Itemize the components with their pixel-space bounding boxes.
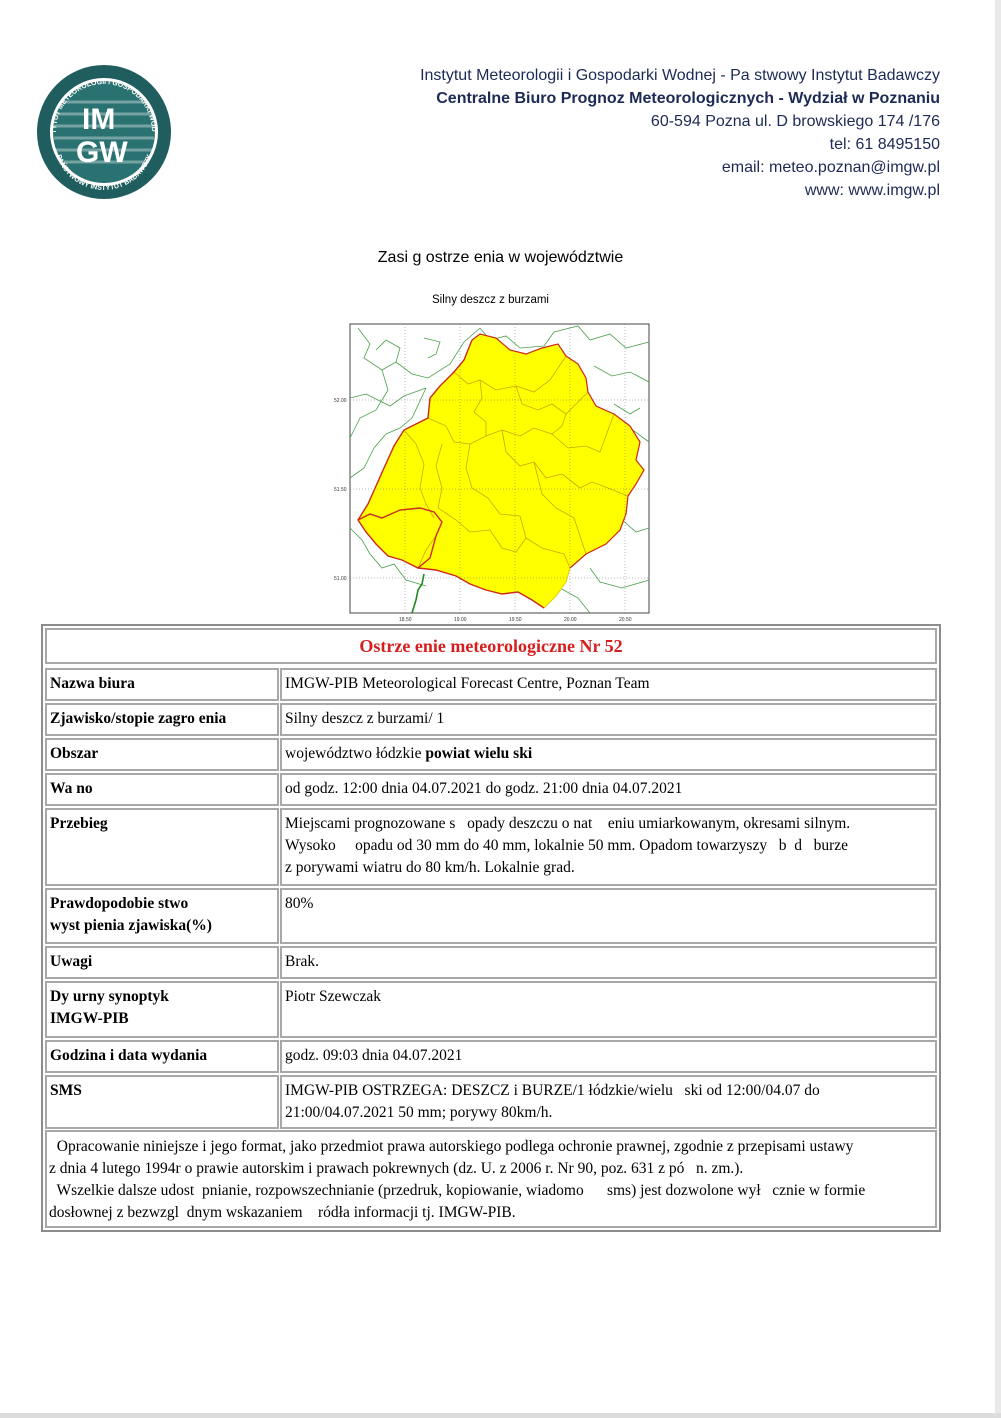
warning-title: Ostrze enie meteorologiczne Nr 52 <box>45 628 937 664</box>
map-subtitle: Silny deszcz z burzami <box>432 294 549 306</box>
duty-label-line: IMGW-PIB <box>50 1010 129 1027</box>
duty-label-line: Dy urny synoptyk <box>50 988 169 1005</box>
probability-label <box>45 888 279 944</box>
office-email: email: meteo.poznan@imgw.pl <box>721 159 940 176</box>
sms-line: IMGW-PIB OSTRZEGA: DESZCZ i BURZE/1 łódzkie/wielu ski od 12:00/04.07 do <box>285 1082 820 1099</box>
lat-label: 51.50 <box>334 487 347 493</box>
notes-value: Brak. <box>280 946 937 979</box>
office-value: IMGW-PIB Meteorological Forecast Centre, Poznan Team <box>280 668 937 701</box>
warning-map <box>330 318 660 624</box>
valid-value: od godz. 12:00 dnia 04.07.2021 do godz. 21:00 dnia 04.07.2021 <box>280 773 937 806</box>
logo-letters-bottom: GW <box>76 136 128 169</box>
sms-value <box>280 1075 937 1129</box>
logo-top-text: TYTUT METEOROLOGII I GOSPODARKI WOD <box>50 78 158 134</box>
course-value <box>280 808 937 886</box>
duty-value: Piotr Szewczak <box>280 981 937 1038</box>
lon-label: 19.00 <box>454 617 467 623</box>
valid-label: Wa no <box>45 773 279 806</box>
page-edge-shadow <box>995 0 1001 1418</box>
probability-label-line: wyst pienia zjawiska(%) <box>50 917 212 934</box>
office-website: www: www.imgw.pl <box>804 182 940 199</box>
logo-letters-top: IM <box>82 103 116 136</box>
issued-value: godz. 09:03 dnia 04.07.2021 <box>280 1040 937 1073</box>
institute-name: Instytut Meteorologii i Gospodarki Wodnej - Pa stwowy Instytut Badawczy <box>420 67 940 84</box>
notes-label: Uwagi <box>45 946 279 979</box>
duty-label <box>45 981 279 1038</box>
copyright-line: Opracowanie niniejsze i jego format, jako przedmiot prawa autorskiego podlega ochronie prawnej, zgodnie z przepisami ustawy <box>49 1138 854 1155</box>
issued-label: Godzina i data wydania <box>45 1040 279 1073</box>
lat-label: 51.00 <box>334 576 347 582</box>
office-header <box>420 64 940 202</box>
office-name: Centralne Biuro Prognoz Meteorologicznych - Wydział w Poznaniu <box>436 90 940 107</box>
lon-label: 20.50 <box>619 617 632 623</box>
copyright-line: z dnia 4 lutego 1994r o prawie autorskim i prawach pokrewnych (dz. U. z 2006 r. Nr 90, poz. 631 z pó n. zm.). <box>49 1160 744 1177</box>
lon-label: 19.50 <box>509 617 522 623</box>
area-value <box>280 738 937 771</box>
course-line: Wysoko opadu od 30 mm do 40 mm, lokalnie 50 mm. Opadom towarzyszy b d burze <box>285 837 849 854</box>
phenomenon-value: Silny deszcz z burzami/ 1 <box>280 703 937 736</box>
warning-table <box>41 624 941 1232</box>
sms-line: 21:00/04.07.2021 50 mm; porywy 80km/h. <box>285 1104 553 1121</box>
probability-value: 80% <box>280 888 937 944</box>
page-bottom-shadow <box>0 1413 1001 1418</box>
lon-label: 20.00 <box>564 617 577 623</box>
sms-label: SMS <box>45 1075 279 1129</box>
probability-label-line: Prawdopodobie stwo <box>50 895 189 912</box>
logo-bottom-text: PAŃSTWOWY INSTYTUT BADAWCZY <box>54 153 154 192</box>
copyright-line: dosłownej z bezwzgl dnym wskazaniem ródła informacji tj. IMGW-PIB. <box>49 1204 516 1221</box>
lat-label: 52.00 <box>334 398 347 404</box>
map-title: Zasi g ostrze enia w województwie <box>377 249 624 266</box>
area-county: powiat wielu ski <box>425 745 533 762</box>
area-voivodeship: województwo łódzkie <box>285 745 426 762</box>
course-line: Miejscami prognozowane s opady deszczu o nat eniu umiarkowanym, okresami silnym. <box>285 815 851 832</box>
office-address: 60-594 Pozna ul. D browskiego 174 /176 <box>650 113 940 130</box>
office-label: Nazwa biura <box>45 668 279 701</box>
copyright-line: Wszelkie dalsze udost pnianie, rozpowszechnianie (przedruk, kopiowanie, wiadomo sms) jest dozwolone wył cznie w formie <box>49 1182 866 1199</box>
area-label: Obszar <box>45 738 279 771</box>
course-label: Przebieg <box>45 808 279 886</box>
lon-label: 18.50 <box>399 617 412 623</box>
course-line: z porywami wiatru do 80 km/h. Lokalnie grad. <box>285 859 575 876</box>
phenomenon-label: Zjawisko/stopie zagro enia <box>45 703 279 736</box>
imgw-logo <box>34 62 174 202</box>
office-phone: tel: 61 8495150 <box>829 136 940 153</box>
copyright-notice <box>45 1130 937 1228</box>
